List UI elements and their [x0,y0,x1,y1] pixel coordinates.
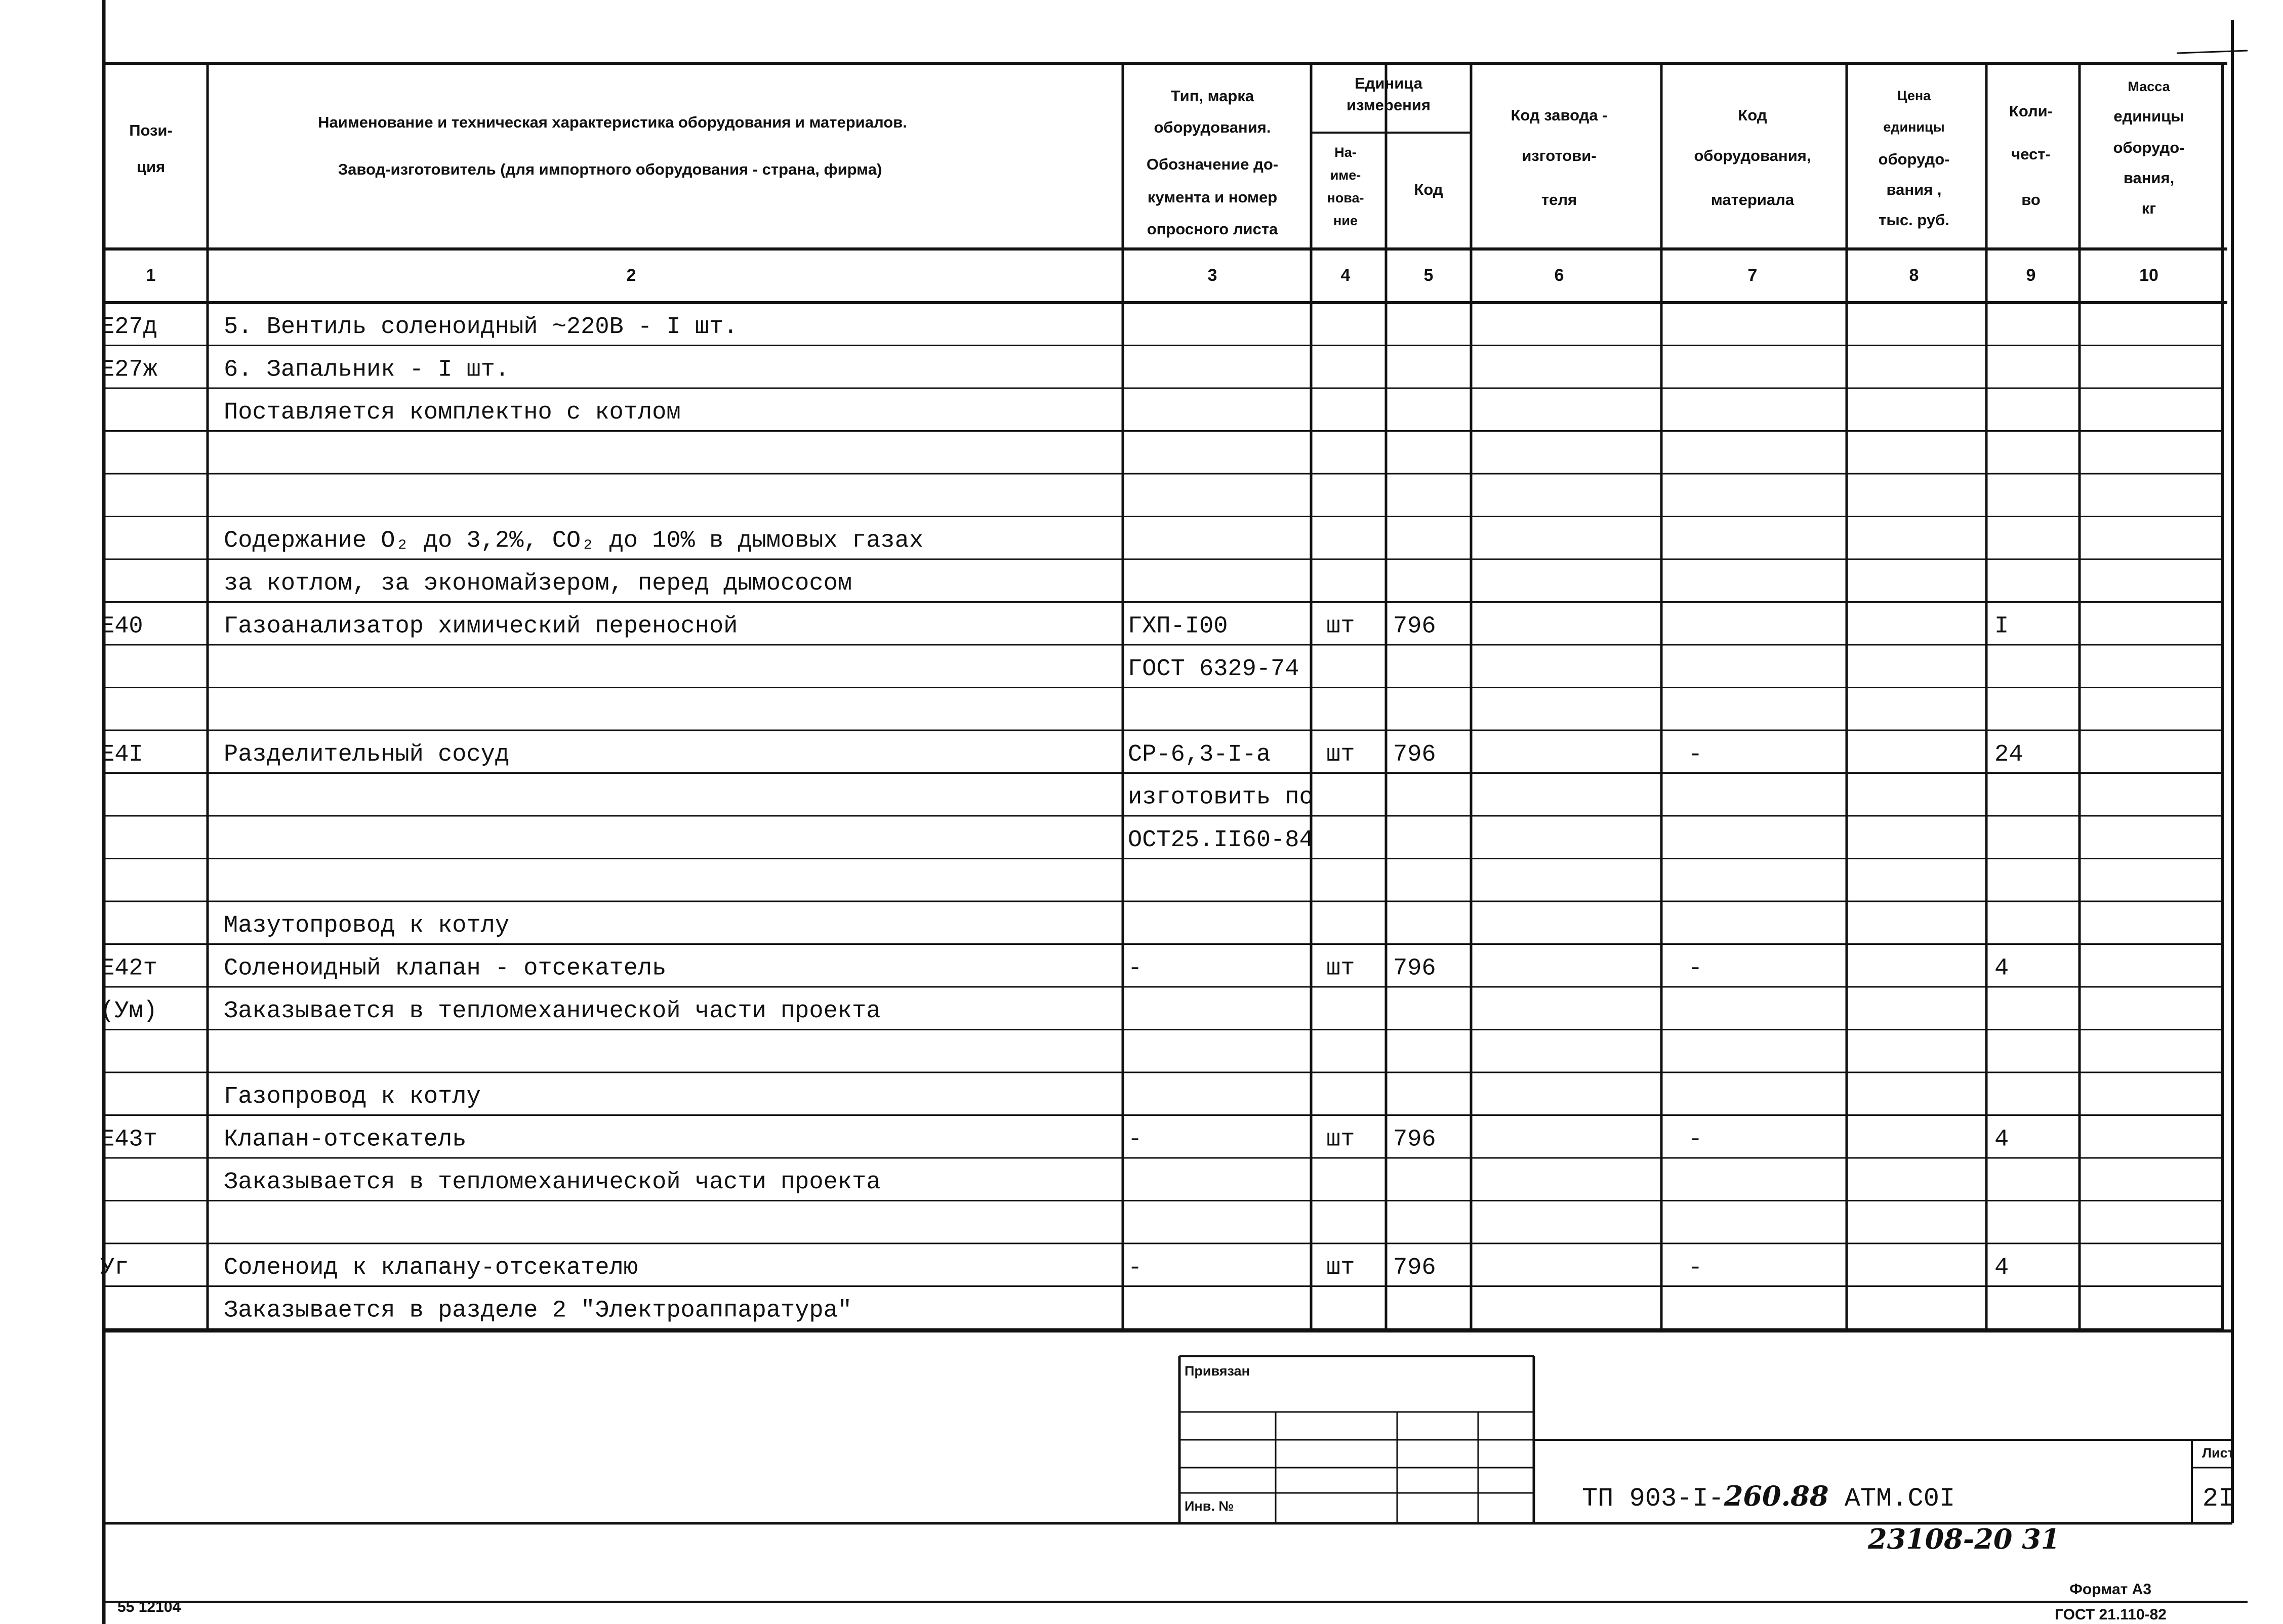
row-quantity: 4 [1994,1126,2009,1153]
header-type-line5: опросного листа [1147,220,1278,238]
header-position-line2: ция [136,158,166,176]
row-unit-code: 796 [1393,741,1436,768]
row-name: Содержание O₂ до 3,2%, CO₂ до 10% в дымовых газах [224,527,924,555]
header-equipcode-line2: оборудования, [1694,147,1811,164]
header-unit-line1: Единица [1355,74,1422,92]
title-block [1185,1363,2234,1555]
header-name-line1: Наименование и техническая характеристика оборудования и материалов. [318,113,907,131]
header-mass-line5: кг [2141,199,2156,217]
row-name: Заказывается в разделе 2 "Электроаппаратура" [224,1297,852,1324]
row-position: (Ум) [100,998,157,1025]
column-number: 9 [2026,266,2036,285]
row-position: E27ж [100,356,157,384]
stamp-inventory-number: Инв. № [1185,1498,1234,1514]
row-equipment-code: - [1688,741,1703,768]
row-quantity: I [1994,613,2009,640]
header-price-line1: Цена [1897,88,1931,103]
row-unit-code: 796 [1393,1126,1436,1153]
row-name: 5. Вентиль соленоидный ~220В - I шт. [224,314,738,341]
row-type: ОСТ25.II60-84 [1128,827,1314,854]
column-number: 6 [1554,266,1564,285]
row-equipment-code: - [1688,1255,1703,1281]
column-number: 3 [1207,266,1217,285]
row-name: Поставляется комплектно с котлом [224,399,681,426]
row-unit: шт [1326,613,1355,640]
row-type: ГХП-I00 [1128,613,1228,640]
column-number: 5 [1423,266,1434,285]
table-grid [104,0,2248,1624]
row-name: Соленоид к клапану-отсекателю [224,1255,638,1281]
header-type-line4: кумента и номер [1147,188,1278,206]
row-type: ГОСТ 6329-74 [1128,656,1299,683]
column-number: 8 [1909,266,1919,285]
row-unit-code: 796 [1393,955,1436,982]
row-type: - [1128,955,1143,982]
row-equipment-code: - [1688,1126,1703,1153]
header-equipcode-line3: материала [1710,191,1795,209]
column-number: 2 [626,266,636,285]
header-name-line2: Завод-изготовитель (для импортного оборудования - страна, фирма) [338,160,882,178]
header-mass-line2: единицы [2113,107,2184,125]
column-number: 1 [146,266,156,285]
row-position: E27д [100,314,157,341]
column-number: 10 [2139,266,2158,285]
header-price-line4: вания , [1886,181,1942,198]
header-type-line2: оборудования. [1154,118,1271,136]
grid-line [2177,51,2248,53]
header-type-line3: Обозначение до- [1146,155,1279,173]
header-qty-line3: во [2021,191,2041,209]
header-factory-line1: Код завода - [1511,106,1608,124]
header-unit-name-line4: ние [1333,213,1358,228]
table-body [100,314,2023,1324]
row-unit: шт [1326,955,1355,982]
row-name: Газопровод к котлу [224,1084,481,1110]
row-unit-code: 796 [1393,613,1436,640]
row-unit: шт [1326,1126,1355,1153]
column-number: 7 [1747,266,1758,285]
footer-left-code: 55 12104 [117,1599,181,1615]
header-equipcode-line1: Код [1738,106,1767,124]
header-unit-name-line2: име- [1330,168,1361,183]
row-type: - [1128,1255,1143,1281]
row-quantity: 4 [1994,1255,2009,1281]
row-name: Мазутопровод к котлу [224,912,510,939]
header-type-line1: Тип, марка [1170,87,1254,105]
row-quantity: 24 [1994,741,2023,768]
row-equipment-code: - [1688,955,1703,982]
row-name: Клапан-отсекатель [224,1126,467,1153]
row-unit: шт [1326,741,1355,768]
row-name: Разделительный сосуд [224,741,510,768]
row-position: E42т [100,955,157,982]
header-factory-line2: изготови- [1522,147,1597,164]
stamp-privyazan: Привязан [1185,1363,1250,1379]
header-unit-name-line3: нова- [1327,190,1364,205]
document-designation: ТП 903-I-260.88 АТМ.С0I [1582,1480,1955,1514]
row-name: Соленоидный клапан - отсекатель [224,955,667,982]
row-unit: шт [1326,1255,1355,1281]
sheet-number: 2I [2202,1484,2234,1514]
header-unit-code: Код [1414,181,1443,198]
header-unit-line2: измерения [1347,96,1431,114]
header-price-line5: тыс. руб. [1879,211,1949,229]
row-type: - [1128,1126,1143,1153]
row-position: E43т [100,1126,157,1153]
header-factory-line3: теля [1541,191,1577,209]
row-quantity: 4 [1994,955,2009,982]
row-type: изготовить по [1128,784,1314,811]
header-position-line1: Пози- [129,121,173,139]
row-name: Заказывается в тепломеханической части проекта [224,998,881,1025]
sheet-label: Лист [2202,1445,2234,1461]
row-unit-code: 796 [1393,1255,1436,1281]
footer-gost: ГОСТ 21.110-82 [2055,1606,2167,1623]
header-qty-line1: Коли- [2009,102,2053,120]
column-number: 4 [1340,266,1351,285]
row-position: Уг [100,1255,129,1281]
header-price-line2: единицы [1883,119,1945,135]
header-mass-line4: вания, [2123,169,2175,187]
row-position: E4I [100,741,143,768]
header-mass-line1: Масса [2128,79,2170,94]
row-name: Газоанализатор химический переносной [224,613,738,640]
handwritten-number: 23108-20 31 [1868,1523,2060,1555]
header-price-line3: оборудо- [1878,150,1950,168]
header-mass-line3: оборудо- [2113,139,2185,156]
row-name: за котлом, за экономайзером, перед дымососом [224,570,852,597]
table-header [129,74,2184,238]
header-qty-line2: чест- [2011,145,2051,163]
header-unit-name-line1: На- [1334,145,1357,160]
row-position: E40 [100,613,143,640]
row-name: Заказывается в тепломеханической части проекта [224,1169,881,1196]
footer-format: Формат А3 [2069,1581,2151,1598]
row-name: 6. Запальник - I шт. [224,356,510,384]
row-type: СР-6,3-I-а [1128,741,1271,768]
column-number-row [146,266,2158,285]
